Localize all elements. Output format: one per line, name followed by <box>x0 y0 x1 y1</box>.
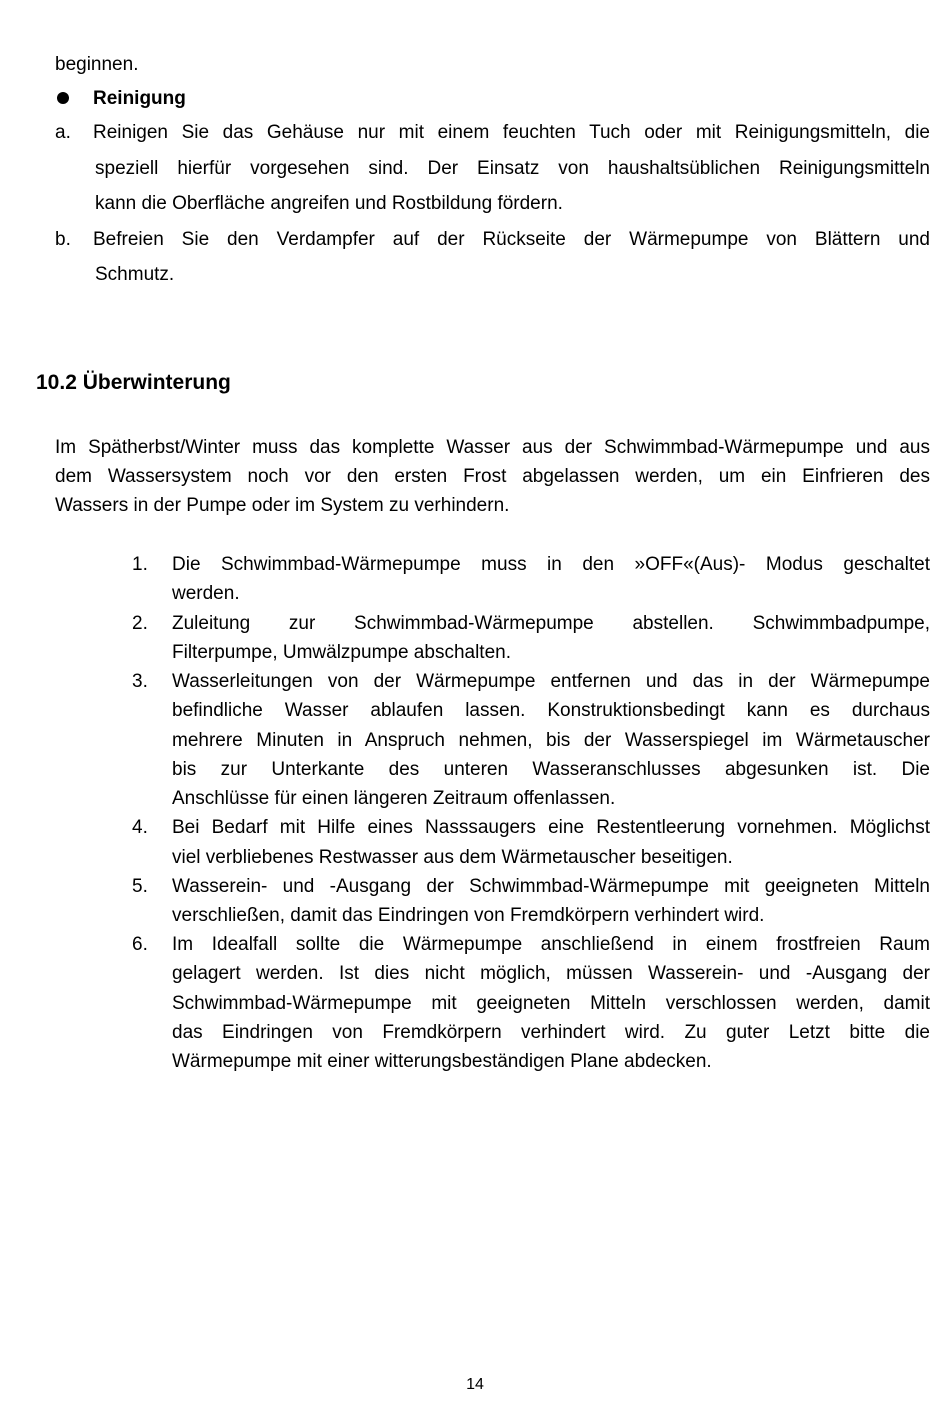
step-3-line-5: Anschlüsse für einen längeren Zeitraum offenlassen. <box>172 788 616 809</box>
step-5-number: 5. <box>132 876 148 897</box>
page-number: 14 <box>466 1376 484 1393</box>
step-6-line-4: das Eindringen von Fremdkörpern verhindert wird. Zu guter Letzt bitte die <box>172 1022 930 1043</box>
section-heading: 10.2 Überwinterung <box>36 371 231 394</box>
cleaning-item-a-line-3: kann die Oberfläche angreifen und Rostbildung fördern. <box>95 193 563 214</box>
cleaning-item-b-line-2: Schmutz. <box>95 264 175 285</box>
step-3-line-1: Wasserleitungen von der Wärmepumpe entfernen und das in der Wärmepumpe <box>172 671 930 692</box>
cleaning-item-b-line-1: Befreien Sie den Verdampfer auf der Rückseite der Wärmepumpe von Blättern und <box>93 229 930 250</box>
step-4-number: 4. <box>132 817 148 838</box>
step-3-line-2: befindliche Wasser ablaufen lassen. Konstruktionsbedingt kann es durchaus <box>172 700 930 721</box>
step-6-line-1: Im Idealfall sollte die Wärmepumpe anschließend in einem frostfreien Raum <box>172 934 930 955</box>
step-6-line-3: Schwimmbad-Wärmepumpe mit geeigneten Mitteln verschlossen werden, damit <box>172 993 930 1014</box>
step-2-line-1: Zuleitung zur Schwimmbad-Wärmepumpe abstellen. Schwimmbadpumpe, <box>172 613 930 634</box>
step-2-line-2: Filterpumpe, Umwälzpumpe abschalten. <box>172 642 511 663</box>
step-1-number: 1. <box>132 554 148 575</box>
step-3-line-4: bis zur Unterkante des unteren Wasseranschlusses abgesunken ist. Die <box>172 759 930 780</box>
cleaning-item-b-marker: b. <box>55 229 71 250</box>
step-6-number: 6. <box>132 934 148 955</box>
step-3-line-3: mehrere Minuten in Anspruch nehmen, bis der Wasserspiegel im Wärmetauscher <box>172 730 930 751</box>
step-3-number: 3. <box>132 671 148 692</box>
intro-line-1: Im Spätherbst/Winter muss das komplette Wasser aus der Schwimmbad-Wärmepumpe und aus <box>55 437 930 458</box>
continuation-text: beginnen. <box>55 54 139 75</box>
step-1-line-2: werden. <box>172 583 240 604</box>
cleaning-item-a-line-1: Reinigen Sie das Gehäuse nur mit einem feuchten Tuch oder mit Reinigungsmitteln, die <box>93 122 930 143</box>
step-1-line-1: Die Schwimmbad-Wärmepumpe muss in den »OFF«(Aus)- Modus geschaltet <box>172 554 930 575</box>
bullet-icon <box>57 92 69 104</box>
step-2-number: 2. <box>132 613 148 634</box>
step-5-line-2: verschließen, damit das Eindringen von Fremdkörpern verhindert wird. <box>172 905 765 926</box>
step-4-line-1: Bei Bedarf mit Hilfe eines Nasssaugers eine Restentleerung vornehmen. Möglichst <box>172 817 930 838</box>
cleaning-item-a-marker: a. <box>55 122 71 143</box>
step-5-line-1: Wasserein- und -Ausgang der Schwimmbad-Wärmepumpe mit geeigneten Mitteln <box>172 876 930 897</box>
cleaning-title: Reinigung <box>93 88 186 109</box>
step-6-line-5: Wärmepumpe mit einer witterungsbeständigen Plane abdecken. <box>172 1051 712 1072</box>
cleaning-item-a-line-2: speziell hierfür vorgesehen sind. Der Einsatz von haushaltsüblichen Reinigungsmitteln <box>95 158 930 179</box>
intro-line-3: Wassers in der Pumpe oder im System zu verhindern. <box>55 495 510 516</box>
intro-line-2: dem Wassersystem noch vor den ersten Frost abgelassen werden, um ein Einfrieren des <box>55 466 930 487</box>
step-4-line-2: viel verbliebenes Restwasser aus dem Wärmetauscher beseitigen. <box>172 847 733 868</box>
step-6-line-2: gelagert werden. Ist dies nicht möglich, müssen Wasserein- und -Ausgang der <box>172 963 930 984</box>
